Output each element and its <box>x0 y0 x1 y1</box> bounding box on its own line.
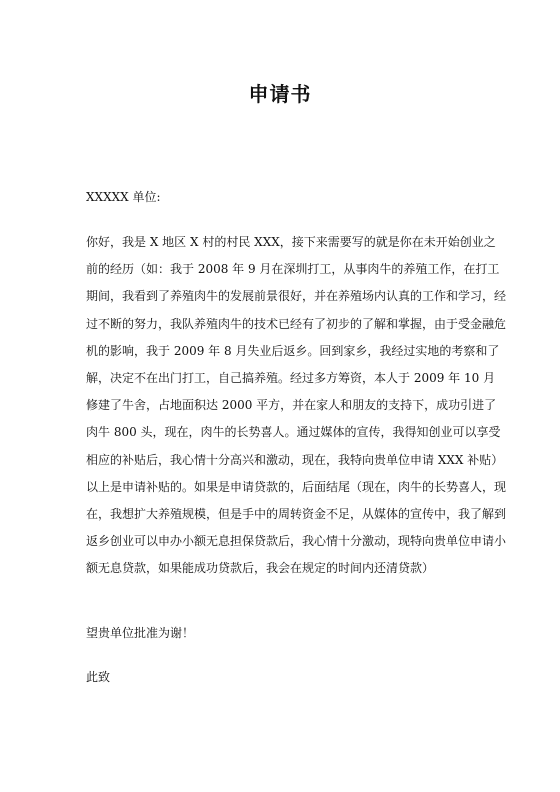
closing-salutation: 此致 <box>86 670 111 684</box>
closing-thanks: 望贵单位批准为谢！ <box>86 626 195 640</box>
body-line: 你好，我是 X 地区 X 村的村民 XXX，接下来需要写的就是你在未开始创业之 <box>86 235 496 249</box>
body-line: 返乡创业可以申办小额无息担保贷款后，我心情十分激动，现特向贵单位申请小 <box>86 534 507 549</box>
body-line: 解，决定不在出门打工，自己搞养殖。经过多方筹资，本人于 2009 年 10 月 <box>86 370 496 385</box>
body-line: 相应的补贴后，我心情十分高兴和激动，现在，我特向贵单位申请 XXX 补贴） <box>86 452 504 467</box>
body-line: 肉牛 800 头，现在，肉牛的长势喜人。通过媒体的宣传，我得知创业可以享受 <box>86 425 501 440</box>
body-line: 机的影响，我于 2009 年 8 月失业后返乡。回到家乡，我经过实地的考察和了 <box>86 343 500 358</box>
body-line: 修建了牛舍，占地面积达 2000 平方，并在家人和朋友的支持下，成功引进了 <box>86 398 497 413</box>
body-line: 以上是申请补贴的。如果是申请贷款的，后面结尾（现在，肉牛的长势喜人，现 <box>86 479 507 494</box>
addressee-line: XXXXX 单位: <box>86 190 161 204</box>
body-line: 期间，我看到了养殖肉牛的发展前景很好，并在养殖场内认真的工作和学习，经 <box>86 289 507 304</box>
body-line: 前的经历（如：我于 2008 年 9 月在深圳打工，从事肉牛的养殖工作，在打工 <box>86 262 500 277</box>
body-line: 在，我想扩大养殖规模，但是手中的周转资金不足，从媒体的宣传中，我了解到 <box>86 506 507 521</box>
body-line: 过不断的努力，我队养殖肉牛的技术已经有了初步的了解和掌握，由于受金融危 <box>86 316 507 331</box>
document-title: 申请书 <box>248 82 312 106</box>
letter-body <box>86 232 507 585</box>
body-line: 额无息贷款，如果能成功贷款后，我会在规定的时间内还清贷款） <box>86 561 435 576</box>
